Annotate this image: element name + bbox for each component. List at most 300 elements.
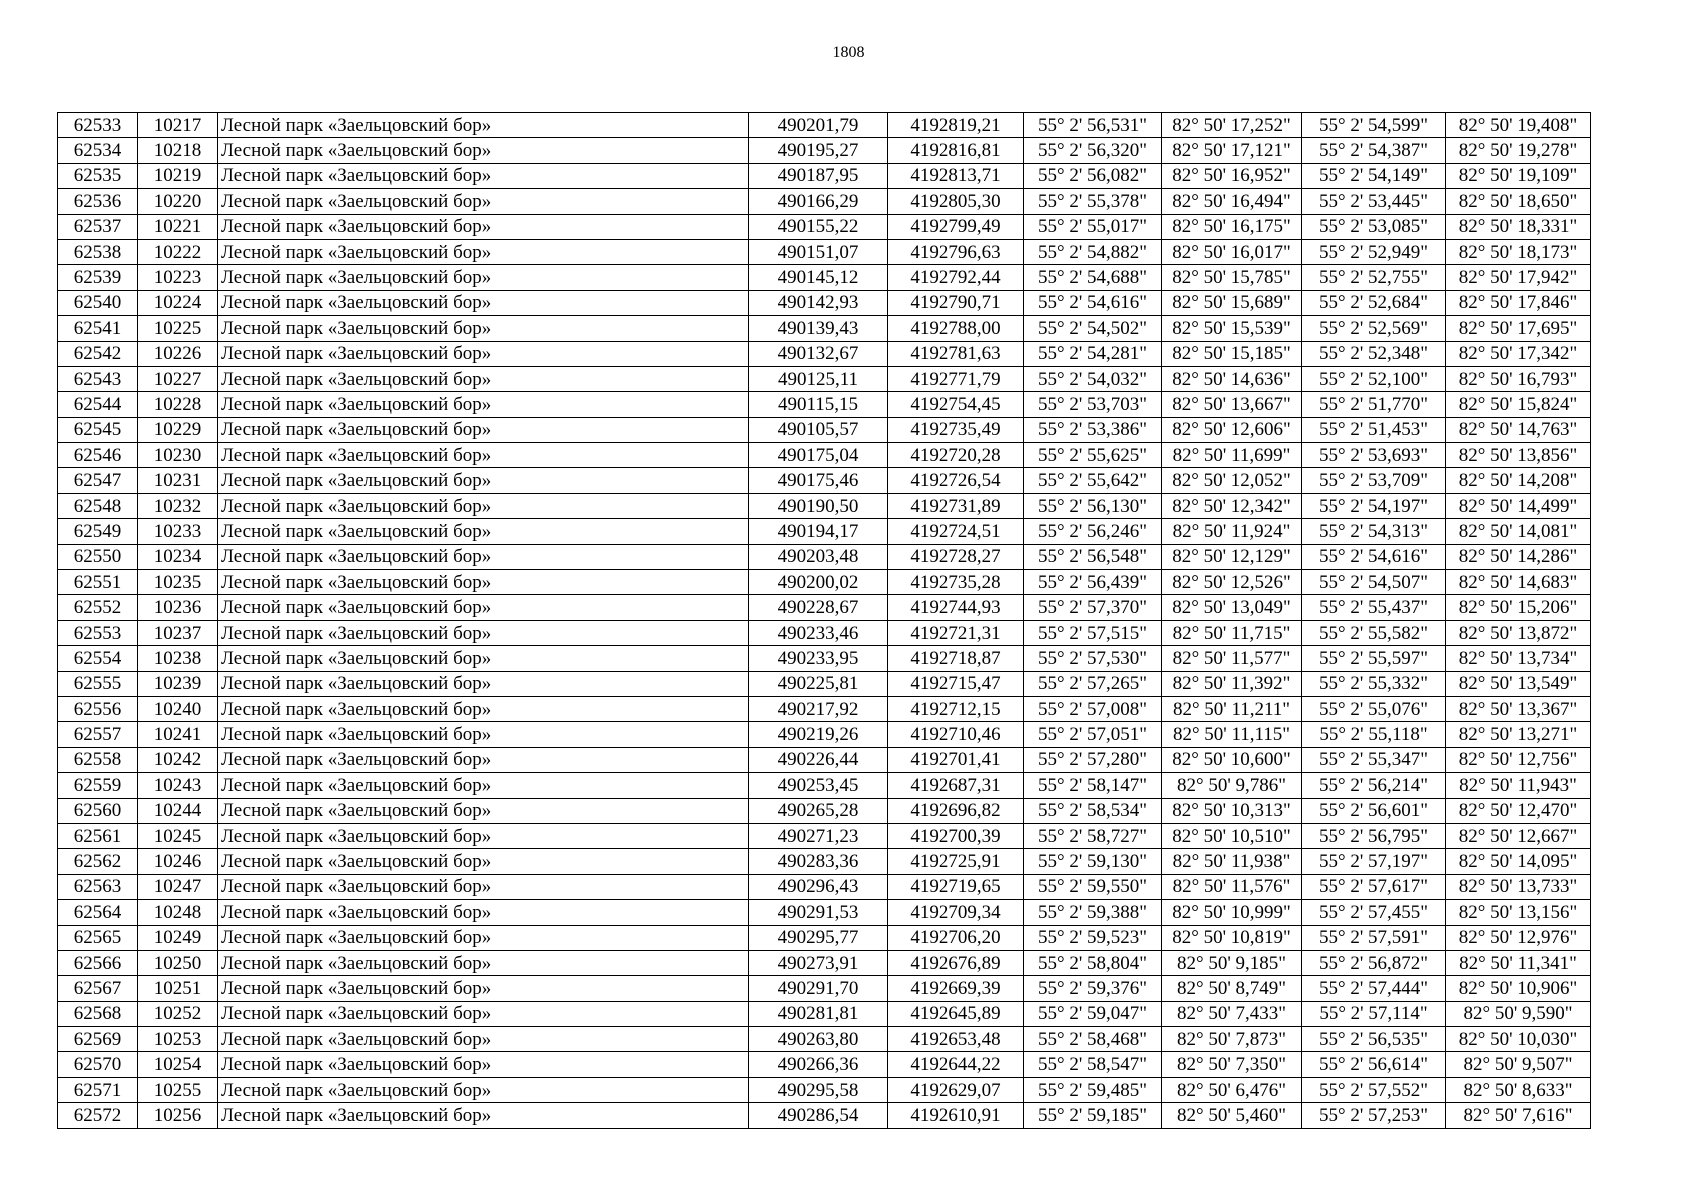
table-row bbox=[58, 747, 1591, 772]
cell-longitude-2: 82° 50' 8,633" bbox=[1446, 1077, 1591, 1102]
table-row bbox=[58, 595, 1591, 620]
cell-coord-x: 490283,36 bbox=[749, 849, 888, 874]
cell-latitude-1: 55° 2' 53,386" bbox=[1024, 417, 1162, 442]
cell-coord-y: 4192669,39 bbox=[888, 976, 1024, 1001]
cell-latitude-2: 55° 2' 53,693" bbox=[1302, 443, 1446, 468]
cell-row-number: 62557 bbox=[58, 722, 138, 747]
cell-latitude-1: 55° 2' 55,378" bbox=[1024, 189, 1162, 214]
table-row bbox=[58, 366, 1591, 391]
cell-coord-y: 4192735,28 bbox=[888, 570, 1024, 595]
cell-object-name: Лесной парк «Заельцовский бор» bbox=[218, 1052, 749, 1077]
cell-longitude-1: 82° 50' 11,576" bbox=[1162, 874, 1302, 899]
cell-longitude-1: 82° 50' 11,699" bbox=[1162, 443, 1302, 468]
cell-latitude-2: 55° 2' 56,795" bbox=[1302, 823, 1446, 848]
cell-latitude-1: 55° 2' 54,616" bbox=[1024, 290, 1162, 315]
cell-longitude-1: 82° 50' 16,017" bbox=[1162, 239, 1302, 264]
cell-coord-y: 4192701,41 bbox=[888, 747, 1024, 772]
cell-object-name: Лесной парк «Заельцовский бор» bbox=[218, 265, 749, 290]
cell-longitude-2: 82° 50' 10,906" bbox=[1446, 976, 1591, 1001]
cell-longitude-1: 82° 50' 6,476" bbox=[1162, 1077, 1302, 1102]
cell-row-number: 62572 bbox=[58, 1103, 138, 1128]
cell-object-name: Лесной парк «Заельцовский бор» bbox=[218, 1027, 749, 1052]
cell-row-number: 62556 bbox=[58, 696, 138, 721]
cell-latitude-1: 55° 2' 57,530" bbox=[1024, 646, 1162, 671]
cell-point-number: 10252 bbox=[138, 1001, 218, 1026]
cell-object-name: Лесной парк «Заельцовский бор» bbox=[218, 493, 749, 518]
cell-coord-x: 490145,12 bbox=[749, 265, 888, 290]
cell-point-number: 10239 bbox=[138, 671, 218, 696]
cell-latitude-2: 55° 2' 55,076" bbox=[1302, 696, 1446, 721]
cell-longitude-2: 82° 50' 14,499" bbox=[1446, 493, 1591, 518]
cell-coord-x: 490219,26 bbox=[749, 722, 888, 747]
cell-object-name: Лесной парк «Заельцовский бор» bbox=[218, 849, 749, 874]
cell-coord-x: 490228,67 bbox=[749, 595, 888, 620]
cell-longitude-1: 82° 50' 15,785" bbox=[1162, 265, 1302, 290]
cell-longitude-2: 82° 50' 14,208" bbox=[1446, 468, 1591, 493]
cell-coord-y: 4192720,28 bbox=[888, 443, 1024, 468]
cell-object-name: Лесной парк «Заельцовский бор» bbox=[218, 773, 749, 798]
cell-latitude-1: 55° 2' 54,502" bbox=[1024, 316, 1162, 341]
table-row bbox=[58, 798, 1591, 823]
cell-latitude-1: 55° 2' 59,523" bbox=[1024, 925, 1162, 950]
cell-point-number: 10247 bbox=[138, 874, 218, 899]
cell-row-number: 62536 bbox=[58, 189, 138, 214]
cell-longitude-2: 82° 50' 16,793" bbox=[1446, 366, 1591, 391]
cell-coord-y: 4192744,93 bbox=[888, 595, 1024, 620]
table-row bbox=[58, 620, 1591, 645]
cell-longitude-1: 82° 50' 11,938" bbox=[1162, 849, 1302, 874]
cell-latitude-1: 55° 2' 58,147" bbox=[1024, 773, 1162, 798]
cell-row-number: 62535 bbox=[58, 163, 138, 188]
cell-object-name: Лесной парк «Заельцовский бор» bbox=[218, 417, 749, 442]
cell-latitude-1: 55° 2' 58,804" bbox=[1024, 950, 1162, 975]
cell-longitude-2: 82° 50' 12,470" bbox=[1446, 798, 1591, 823]
cell-point-number: 10217 bbox=[138, 113, 218, 138]
table-row bbox=[58, 417, 1591, 442]
cell-row-number: 62564 bbox=[58, 900, 138, 925]
cell-latitude-1: 55° 2' 59,047" bbox=[1024, 1001, 1162, 1026]
cell-object-name: Лесной парк «Заельцовский бор» bbox=[218, 239, 749, 264]
cell-longitude-2: 82° 50' 11,341" bbox=[1446, 950, 1591, 975]
cell-latitude-2: 55° 2' 57,552" bbox=[1302, 1077, 1446, 1102]
cell-longitude-2: 82° 50' 18,173" bbox=[1446, 239, 1591, 264]
cell-latitude-2: 55° 2' 53,445" bbox=[1302, 189, 1446, 214]
cell-longitude-1: 82° 50' 8,749" bbox=[1162, 976, 1302, 1001]
cell-longitude-1: 82° 50' 11,211" bbox=[1162, 696, 1302, 721]
cell-latitude-1: 55° 2' 53,703" bbox=[1024, 392, 1162, 417]
cell-latitude-1: 55° 2' 56,130" bbox=[1024, 493, 1162, 518]
cell-point-number: 10250 bbox=[138, 950, 218, 975]
cell-coord-y: 4192735,49 bbox=[888, 417, 1024, 442]
cell-latitude-2: 55° 2' 55,437" bbox=[1302, 595, 1446, 620]
cell-coord-y: 4192712,15 bbox=[888, 696, 1024, 721]
table-row bbox=[58, 544, 1591, 569]
cell-coord-x: 490286,54 bbox=[749, 1103, 888, 1128]
cell-latitude-2: 55° 2' 57,617" bbox=[1302, 874, 1446, 899]
cell-latitude-1: 55° 2' 55,625" bbox=[1024, 443, 1162, 468]
cell-longitude-1: 82° 50' 12,129" bbox=[1162, 544, 1302, 569]
cell-longitude-1: 82° 50' 11,577" bbox=[1162, 646, 1302, 671]
table-row bbox=[58, 849, 1591, 874]
cell-longitude-1: 82° 50' 17,252" bbox=[1162, 113, 1302, 138]
cell-latitude-1: 55° 2' 59,485" bbox=[1024, 1077, 1162, 1102]
cell-object-name: Лесной парк «Заельцовский бор» bbox=[218, 214, 749, 239]
cell-coord-y: 4192813,71 bbox=[888, 163, 1024, 188]
cell-latitude-2: 55° 2' 55,118" bbox=[1302, 722, 1446, 747]
cell-longitude-1: 82° 50' 11,924" bbox=[1162, 519, 1302, 544]
cell-point-number: 10248 bbox=[138, 900, 218, 925]
cell-latitude-1: 55° 2' 56,320" bbox=[1024, 138, 1162, 163]
cell-longitude-2: 82° 50' 13,856" bbox=[1446, 443, 1591, 468]
cell-longitude-2: 82° 50' 11,943" bbox=[1446, 773, 1591, 798]
cell-coord-y: 4192629,07 bbox=[888, 1077, 1024, 1102]
cell-coord-y: 4192719,65 bbox=[888, 874, 1024, 899]
cell-row-number: 62540 bbox=[58, 290, 138, 315]
cell-longitude-2: 82° 50' 18,331" bbox=[1446, 214, 1591, 239]
cell-longitude-2: 82° 50' 13,733" bbox=[1446, 874, 1591, 899]
cell-point-number: 10251 bbox=[138, 976, 218, 1001]
cell-object-name: Лесной парк «Заельцовский бор» bbox=[218, 443, 749, 468]
cell-row-number: 62545 bbox=[58, 417, 138, 442]
cell-latitude-1: 55° 2' 57,265" bbox=[1024, 671, 1162, 696]
cell-longitude-1: 82° 50' 16,494" bbox=[1162, 189, 1302, 214]
cell-longitude-1: 82° 50' 15,185" bbox=[1162, 341, 1302, 366]
cell-object-name: Лесной парк «Заельцовский бор» bbox=[218, 823, 749, 848]
cell-object-name: Лесной парк «Заельцовский бор» bbox=[218, 696, 749, 721]
table-row bbox=[58, 265, 1591, 290]
cell-point-number: 10237 bbox=[138, 620, 218, 645]
cell-coord-x: 490273,91 bbox=[749, 950, 888, 975]
cell-coord-y: 4192771,79 bbox=[888, 366, 1024, 391]
table-row bbox=[58, 1052, 1591, 1077]
cell-longitude-2: 82° 50' 12,976" bbox=[1446, 925, 1591, 950]
table-row bbox=[58, 493, 1591, 518]
cell-latitude-2: 55° 2' 57,253" bbox=[1302, 1103, 1446, 1128]
table-row bbox=[58, 874, 1591, 899]
cell-latitude-2: 55° 2' 57,197" bbox=[1302, 849, 1446, 874]
cell-row-number: 62559 bbox=[58, 773, 138, 798]
cell-row-number: 62544 bbox=[58, 392, 138, 417]
cell-row-number: 62567 bbox=[58, 976, 138, 1001]
cell-latitude-1: 55° 2' 58,534" bbox=[1024, 798, 1162, 823]
cell-object-name: Лесной парк «Заельцовский бор» bbox=[218, 747, 749, 772]
cell-point-number: 10219 bbox=[138, 163, 218, 188]
table-row bbox=[58, 341, 1591, 366]
cell-point-number: 10230 bbox=[138, 443, 218, 468]
cell-latitude-2: 55° 2' 54,197" bbox=[1302, 493, 1446, 518]
cell-coord-x: 490281,81 bbox=[749, 1001, 888, 1026]
cell-coord-y: 4192792,44 bbox=[888, 265, 1024, 290]
cell-latitude-1: 55° 2' 56,246" bbox=[1024, 519, 1162, 544]
cell-latitude-2: 55° 2' 57,455" bbox=[1302, 900, 1446, 925]
cell-point-number: 10224 bbox=[138, 290, 218, 315]
cell-object-name: Лесной парк «Заельцовский бор» bbox=[218, 671, 749, 696]
cell-row-number: 62539 bbox=[58, 265, 138, 290]
cell-object-name: Лесной парк «Заельцовский бор» bbox=[218, 544, 749, 569]
cell-latitude-1: 55° 2' 56,082" bbox=[1024, 163, 1162, 188]
cell-latitude-1: 55° 2' 59,550" bbox=[1024, 874, 1162, 899]
cell-point-number: 10223 bbox=[138, 265, 218, 290]
table-row bbox=[58, 1001, 1591, 1026]
cell-row-number: 62554 bbox=[58, 646, 138, 671]
cell-point-number: 10245 bbox=[138, 823, 218, 848]
cell-latitude-2: 55° 2' 57,591" bbox=[1302, 925, 1446, 950]
cell-longitude-1: 82° 50' 15,689" bbox=[1162, 290, 1302, 315]
cell-coord-y: 4192724,51 bbox=[888, 519, 1024, 544]
cell-point-number: 10238 bbox=[138, 646, 218, 671]
cell-coord-x: 490271,23 bbox=[749, 823, 888, 848]
cell-longitude-2: 82° 50' 17,342" bbox=[1446, 341, 1591, 366]
cell-coord-x: 490125,11 bbox=[749, 366, 888, 391]
table-row bbox=[58, 239, 1591, 264]
cell-longitude-2: 82° 50' 13,734" bbox=[1446, 646, 1591, 671]
cell-latitude-2: 55° 2' 52,348" bbox=[1302, 341, 1446, 366]
cell-coord-y: 4192706,20 bbox=[888, 925, 1024, 950]
cell-coord-y: 4192653,48 bbox=[888, 1027, 1024, 1052]
cell-longitude-2: 82° 50' 17,846" bbox=[1446, 290, 1591, 315]
cell-latitude-2: 55° 2' 55,332" bbox=[1302, 671, 1446, 696]
cell-point-number: 10256 bbox=[138, 1103, 218, 1128]
cell-coord-x: 490226,44 bbox=[749, 747, 888, 772]
cell-latitude-2: 55° 2' 55,582" bbox=[1302, 620, 1446, 645]
cell-coord-x: 490195,27 bbox=[749, 138, 888, 163]
cell-point-number: 10231 bbox=[138, 468, 218, 493]
cell-longitude-2: 82° 50' 13,367" bbox=[1446, 696, 1591, 721]
cell-coord-y: 4192644,22 bbox=[888, 1052, 1024, 1077]
cell-row-number: 62566 bbox=[58, 950, 138, 975]
cell-longitude-2: 82° 50' 17,942" bbox=[1446, 265, 1591, 290]
cell-coord-x: 490266,36 bbox=[749, 1052, 888, 1077]
table-row bbox=[58, 646, 1591, 671]
cell-longitude-1: 82° 50' 11,715" bbox=[1162, 620, 1302, 645]
cell-latitude-2: 55° 2' 52,684" bbox=[1302, 290, 1446, 315]
cell-longitude-2: 82° 50' 14,683" bbox=[1446, 570, 1591, 595]
cell-point-number: 10254 bbox=[138, 1052, 218, 1077]
cell-coord-x: 490263,80 bbox=[749, 1027, 888, 1052]
cell-longitude-2: 82° 50' 9,507" bbox=[1446, 1052, 1591, 1077]
cell-longitude-1: 82° 50' 12,052" bbox=[1162, 468, 1302, 493]
cell-coord-x: 490296,43 bbox=[749, 874, 888, 899]
cell-point-number: 10255 bbox=[138, 1077, 218, 1102]
cell-latitude-2: 55° 2' 56,214" bbox=[1302, 773, 1446, 798]
cell-row-number: 62562 bbox=[58, 849, 138, 874]
cell-coord-y: 4192718,87 bbox=[888, 646, 1024, 671]
cell-longitude-2: 82° 50' 14,081" bbox=[1446, 519, 1591, 544]
cell-coord-x: 490132,67 bbox=[749, 341, 888, 366]
cell-coord-y: 4192728,27 bbox=[888, 544, 1024, 569]
cell-longitude-1: 82° 50' 7,873" bbox=[1162, 1027, 1302, 1052]
cell-coord-x: 490175,46 bbox=[749, 468, 888, 493]
cell-longitude-1: 82° 50' 15,539" bbox=[1162, 316, 1302, 341]
cell-latitude-2: 55° 2' 53,085" bbox=[1302, 214, 1446, 239]
cell-point-number: 10235 bbox=[138, 570, 218, 595]
cell-coord-y: 4192790,71 bbox=[888, 290, 1024, 315]
cell-latitude-2: 55° 2' 56,614" bbox=[1302, 1052, 1446, 1077]
cell-point-number: 10221 bbox=[138, 214, 218, 239]
cell-point-number: 10227 bbox=[138, 366, 218, 391]
cell-coord-x: 490291,53 bbox=[749, 900, 888, 925]
cell-latitude-2: 55° 2' 57,444" bbox=[1302, 976, 1446, 1001]
table-row bbox=[58, 1027, 1591, 1052]
cell-point-number: 10249 bbox=[138, 925, 218, 950]
cell-object-name: Лесной парк «Заельцовский бор» bbox=[218, 316, 749, 341]
cell-longitude-1: 82° 50' 5,460" bbox=[1162, 1103, 1302, 1128]
table-row bbox=[58, 722, 1591, 747]
cell-latitude-1: 55° 2' 59,376" bbox=[1024, 976, 1162, 1001]
cell-row-number: 62571 bbox=[58, 1077, 138, 1102]
cell-point-number: 10246 bbox=[138, 849, 218, 874]
table-row bbox=[58, 138, 1591, 163]
table-body bbox=[58, 113, 1591, 1129]
cell-coord-y: 4192715,47 bbox=[888, 671, 1024, 696]
cell-coord-x: 490166,29 bbox=[749, 189, 888, 214]
table-row bbox=[58, 392, 1591, 417]
table-row bbox=[58, 316, 1591, 341]
cell-coord-x: 490105,57 bbox=[749, 417, 888, 442]
cell-row-number: 62568 bbox=[58, 1001, 138, 1026]
table-row bbox=[58, 976, 1591, 1001]
cell-coord-x: 490194,17 bbox=[749, 519, 888, 544]
cell-coord-y: 4192676,89 bbox=[888, 950, 1024, 975]
cell-latitude-1: 55° 2' 59,185" bbox=[1024, 1103, 1162, 1128]
cell-longitude-2: 82° 50' 14,095" bbox=[1446, 849, 1591, 874]
cell-latitude-1: 55° 2' 54,688" bbox=[1024, 265, 1162, 290]
cell-coord-x: 490201,79 bbox=[749, 113, 888, 138]
cell-object-name: Лесной парк «Заельцовский бор» bbox=[218, 366, 749, 391]
cell-coord-y: 4192799,49 bbox=[888, 214, 1024, 239]
cell-point-number: 10228 bbox=[138, 392, 218, 417]
cell-object-name: Лесной парк «Заельцовский бор» bbox=[218, 163, 749, 188]
cell-latitude-2: 55° 2' 55,347" bbox=[1302, 747, 1446, 772]
cell-coord-y: 4192788,00 bbox=[888, 316, 1024, 341]
cell-coord-y: 4192687,31 bbox=[888, 773, 1024, 798]
cell-coord-y: 4192645,89 bbox=[888, 1001, 1024, 1026]
cell-object-name: Лесной парк «Заельцовский бор» bbox=[218, 341, 749, 366]
cell-longitude-2: 82° 50' 14,286" bbox=[1446, 544, 1591, 569]
cell-row-number: 62547 bbox=[58, 468, 138, 493]
cell-longitude-1: 82° 50' 16,175" bbox=[1162, 214, 1302, 239]
cell-coord-x: 490155,22 bbox=[749, 214, 888, 239]
cell-coord-y: 4192721,31 bbox=[888, 620, 1024, 645]
cell-latitude-1: 55° 2' 58,547" bbox=[1024, 1052, 1162, 1077]
cell-row-number: 62538 bbox=[58, 239, 138, 264]
cell-row-number: 62548 bbox=[58, 493, 138, 518]
cell-longitude-2: 82° 50' 17,695" bbox=[1446, 316, 1591, 341]
table-row bbox=[58, 519, 1591, 544]
cell-row-number: 62551 bbox=[58, 570, 138, 595]
cell-coord-x: 490190,50 bbox=[749, 493, 888, 518]
cell-object-name: Лесной парк «Заельцовский бор» bbox=[218, 925, 749, 950]
cell-point-number: 10220 bbox=[138, 189, 218, 214]
cell-latitude-2: 55° 2' 52,755" bbox=[1302, 265, 1446, 290]
cell-latitude-1: 55° 2' 57,370" bbox=[1024, 595, 1162, 620]
cell-longitude-2: 82° 50' 19,109" bbox=[1446, 163, 1591, 188]
cell-row-number: 62550 bbox=[58, 544, 138, 569]
table-row bbox=[58, 1103, 1591, 1128]
cell-longitude-2: 82° 50' 12,756" bbox=[1446, 747, 1591, 772]
cell-object-name: Лесной парк «Заельцовский бор» bbox=[218, 1103, 749, 1128]
cell-coord-y: 4192796,63 bbox=[888, 239, 1024, 264]
cell-coord-x: 490142,93 bbox=[749, 290, 888, 315]
table-row bbox=[58, 443, 1591, 468]
cell-latitude-1: 55° 2' 59,130" bbox=[1024, 849, 1162, 874]
table-row bbox=[58, 950, 1591, 975]
cell-coord-x: 490217,92 bbox=[749, 696, 888, 721]
cell-row-number: 62553 bbox=[58, 620, 138, 645]
cell-latitude-1: 55° 2' 54,281" bbox=[1024, 341, 1162, 366]
cell-point-number: 10242 bbox=[138, 747, 218, 772]
cell-row-number: 62565 bbox=[58, 925, 138, 950]
cell-object-name: Лесной парк «Заельцовский бор» bbox=[218, 138, 749, 163]
cell-longitude-1: 82° 50' 13,049" bbox=[1162, 595, 1302, 620]
cell-longitude-1: 82° 50' 11,115" bbox=[1162, 722, 1302, 747]
cell-longitude-1: 82° 50' 14,636" bbox=[1162, 366, 1302, 391]
cell-coord-y: 4192781,63 bbox=[888, 341, 1024, 366]
cell-object-name: Лесной парк «Заельцовский бор» bbox=[218, 570, 749, 595]
cell-row-number: 62533 bbox=[58, 113, 138, 138]
cell-object-name: Лесной парк «Заельцовский бор» bbox=[218, 595, 749, 620]
cell-coord-x: 490295,58 bbox=[749, 1077, 888, 1102]
cell-point-number: 10244 bbox=[138, 798, 218, 823]
cell-longitude-1: 82° 50' 10,600" bbox=[1162, 747, 1302, 772]
cell-latitude-2: 55° 2' 56,535" bbox=[1302, 1027, 1446, 1052]
cell-coord-x: 490203,48 bbox=[749, 544, 888, 569]
cell-longitude-2: 82° 50' 13,549" bbox=[1446, 671, 1591, 696]
cell-longitude-1: 82° 50' 10,999" bbox=[1162, 900, 1302, 925]
cell-row-number: 62558 bbox=[58, 747, 138, 772]
cell-longitude-1: 82° 50' 12,606" bbox=[1162, 417, 1302, 442]
cell-longitude-1: 82° 50' 16,952" bbox=[1162, 163, 1302, 188]
table-row bbox=[58, 214, 1591, 239]
cell-latitude-2: 55° 2' 54,507" bbox=[1302, 570, 1446, 595]
cell-point-number: 10222 bbox=[138, 239, 218, 264]
cell-coord-x: 490233,46 bbox=[749, 620, 888, 645]
cell-coord-y: 4192700,39 bbox=[888, 823, 1024, 848]
cell-latitude-1: 55° 2' 56,548" bbox=[1024, 544, 1162, 569]
cell-object-name: Лесной парк «Заельцовский бор» bbox=[218, 950, 749, 975]
cell-latitude-1: 55° 2' 54,032" bbox=[1024, 366, 1162, 391]
cell-row-number: 62560 bbox=[58, 798, 138, 823]
cell-latitude-1: 55° 2' 54,882" bbox=[1024, 239, 1162, 264]
cell-coord-x: 490291,70 bbox=[749, 976, 888, 1001]
coordinates-table bbox=[57, 112, 1591, 1129]
cell-coord-y: 4192805,30 bbox=[888, 189, 1024, 214]
cell-row-number: 62563 bbox=[58, 874, 138, 899]
cell-longitude-1: 82° 50' 10,313" bbox=[1162, 798, 1302, 823]
page-number: 1808 bbox=[832, 44, 865, 61]
cell-coord-x: 490187,95 bbox=[749, 163, 888, 188]
cell-coord-x: 490139,43 bbox=[749, 316, 888, 341]
cell-latitude-1: 55° 2' 55,017" bbox=[1024, 214, 1162, 239]
table-row bbox=[58, 163, 1591, 188]
cell-latitude-2: 55° 2' 54,313" bbox=[1302, 519, 1446, 544]
cell-longitude-1: 82° 50' 10,819" bbox=[1162, 925, 1302, 950]
cell-row-number: 62570 bbox=[58, 1052, 138, 1077]
cell-row-number: 62555 bbox=[58, 671, 138, 696]
cell-object-name: Лесной парк «Заельцовский бор» bbox=[218, 519, 749, 544]
cell-latitude-2: 55° 2' 52,100" bbox=[1302, 366, 1446, 391]
cell-object-name: Лесной парк «Заельцовский бор» bbox=[218, 1001, 749, 1026]
cell-row-number: 62541 bbox=[58, 316, 138, 341]
cell-object-name: Лесной парк «Заельцовский бор» bbox=[218, 900, 749, 925]
cell-coord-x: 490200,02 bbox=[749, 570, 888, 595]
cell-latitude-2: 55° 2' 53,709" bbox=[1302, 468, 1446, 493]
cell-latitude-2: 55° 2' 56,872" bbox=[1302, 950, 1446, 975]
cell-point-number: 10240 bbox=[138, 696, 218, 721]
cell-point-number: 10226 bbox=[138, 341, 218, 366]
cell-point-number: 10241 bbox=[138, 722, 218, 747]
cell-coord-x: 490151,07 bbox=[749, 239, 888, 264]
